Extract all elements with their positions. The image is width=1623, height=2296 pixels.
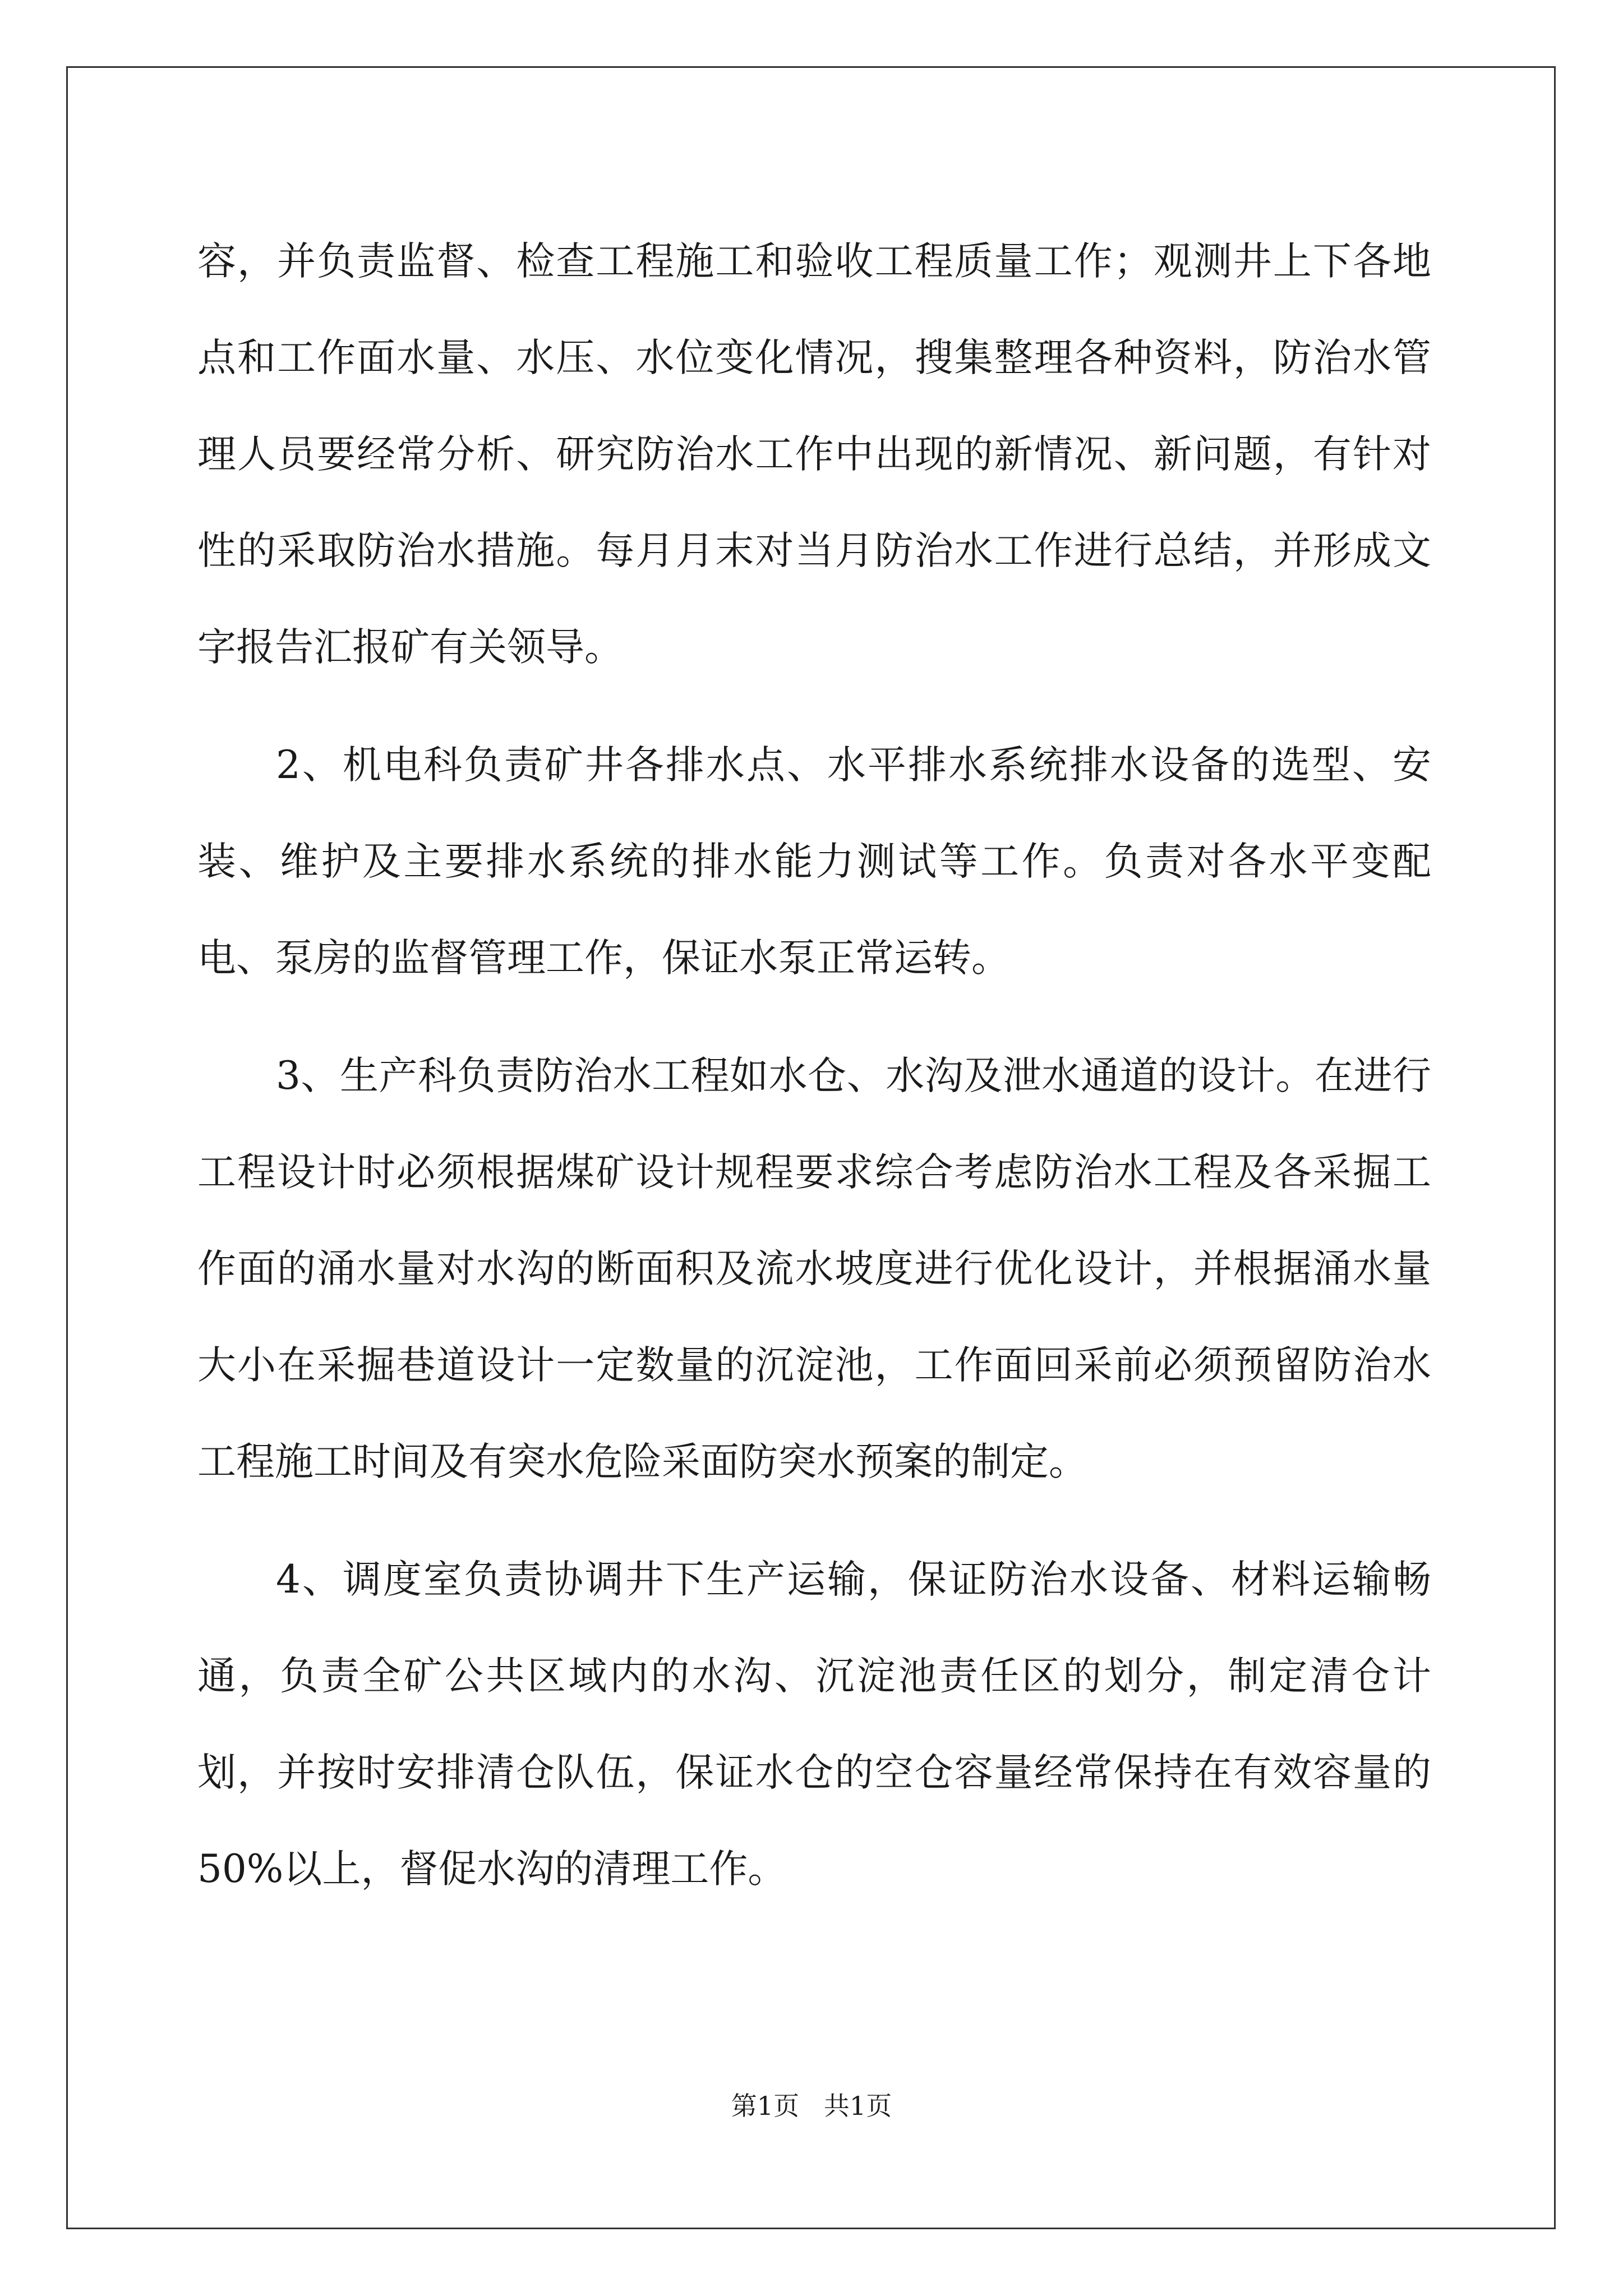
paragraph-item-4: 4、调度室负责协调井下生产运输，保证防治水设备、材料运输畅通，负责全矿公共区域内的水沟、沉淀池责任区的划分，制定清仓计划，并按时安排清仓队伍，保证水仓的空仓容量经常保持在有效容量的50%以上，督促水沟的清理工作。 [197, 1557, 1431, 1892]
paragraph-continuation: 容，并负责监督、检查工程施工和验收工程质量工作；观测井上下各地点和工作面水量、水压、水位变化情况，搜集整理各种资料，防治水管理人员要经常分析、研究防治水工作中出现的新情况、新问题，有针对性的采取防治水措施。每月月末对当月防治水工作进行总结，并形成文字报告汇报矿有关领导。 [197, 239, 1431, 670]
page-number-footer: 第1页 共1页 [731, 2091, 892, 2121]
paragraph-item-3: 3、生产科负责防治水工程如水仓、水沟及泄水通道的设计。在进行工程设计时必须根据煤矿设计规程要求综合考虑防治水工程及各采掘工作面的涌水量对水沟的断面积及流水坡度进行优化设计，并根据涌水量大小在采掘巷道设计一定数量的沉淀池，工作面回采前必须预留防治水工程施工时间及有突水危险采面防突水预案的制定。 [197, 1053, 1431, 1484]
document-body [197, 213, 1431, 1939]
paragraph-item-2: 2、机电科负责矿井各排水点、水平排水系统排水设备的选型、安装、维护及主要排水系统的排水能力测试等工作。负责对各水平变配电、泵房的监督管理工作，保证水泵正常运转。 [197, 743, 1431, 981]
